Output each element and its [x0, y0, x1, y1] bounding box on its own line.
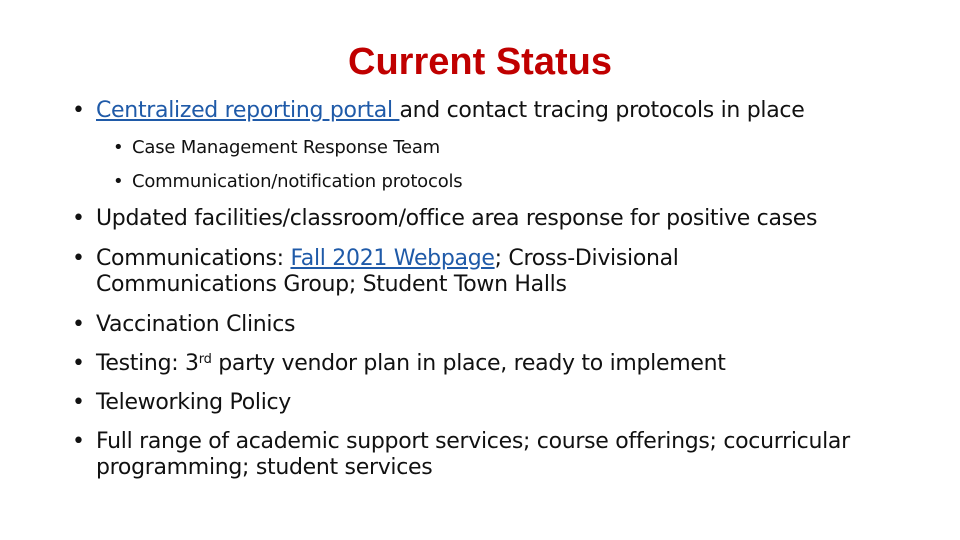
slide-title: Current Status: [348, 41, 612, 83]
bullet-icon: •: [72, 390, 85, 415]
list-item-testing: [72, 351, 912, 377]
list-item-academic-support: [72, 429, 912, 481]
superscript: rd: [198, 352, 212, 367]
item-text: Communications:: [96, 246, 291, 271]
bullet-icon: •: [72, 312, 85, 337]
list-item-teleworking: [72, 390, 912, 416]
item-text: and contact tracing protocols in place: [399, 98, 805, 123]
item-text: party vendor plan in place, ready to implement: [211, 351, 726, 376]
bullet-icon: •: [72, 246, 85, 271]
fall-2021-webpage-link[interactable]: Fall 2021 Webpage: [290, 246, 495, 271]
centralized-reporting-portal-link[interactable]: Centralized reporting portal: [96, 98, 400, 123]
item-text: Testing: 3: [96, 351, 199, 376]
sub-item-text: Communication/notification protocols: [132, 171, 463, 192]
bullet-icon: •: [72, 351, 85, 376]
bullet-icon: •: [113, 171, 124, 192]
list-item-vaccination: [72, 312, 912, 338]
sub-item-text: Case Management Response Team: [132, 137, 441, 158]
item-text: Vaccination Clinics: [96, 312, 296, 337]
item-text-continued: programming; student services: [96, 455, 433, 480]
item-text: Updated facilities/classroom/office area response for positive cases: [96, 206, 818, 231]
list-item-communications: [72, 246, 912, 298]
item-text: ; Cross-Divisional: [494, 246, 679, 271]
list-item-reporting: [72, 98, 912, 124]
sub-item-communication: [113, 171, 893, 193]
item-text-continued: Communications Group; Student Town Halls: [96, 272, 567, 297]
bullet-icon: •: [113, 137, 124, 158]
bullet-icon: •: [72, 206, 85, 231]
sub-item-case-management: [113, 137, 893, 159]
bullet-icon: •: [72, 98, 85, 123]
list-item-facilities: [72, 206, 912, 232]
bullet-icon: •: [72, 429, 85, 454]
item-text: Full range of academic support services; course offerings; cocurricular: [96, 429, 850, 454]
item-text: Teleworking Policy: [96, 390, 292, 415]
